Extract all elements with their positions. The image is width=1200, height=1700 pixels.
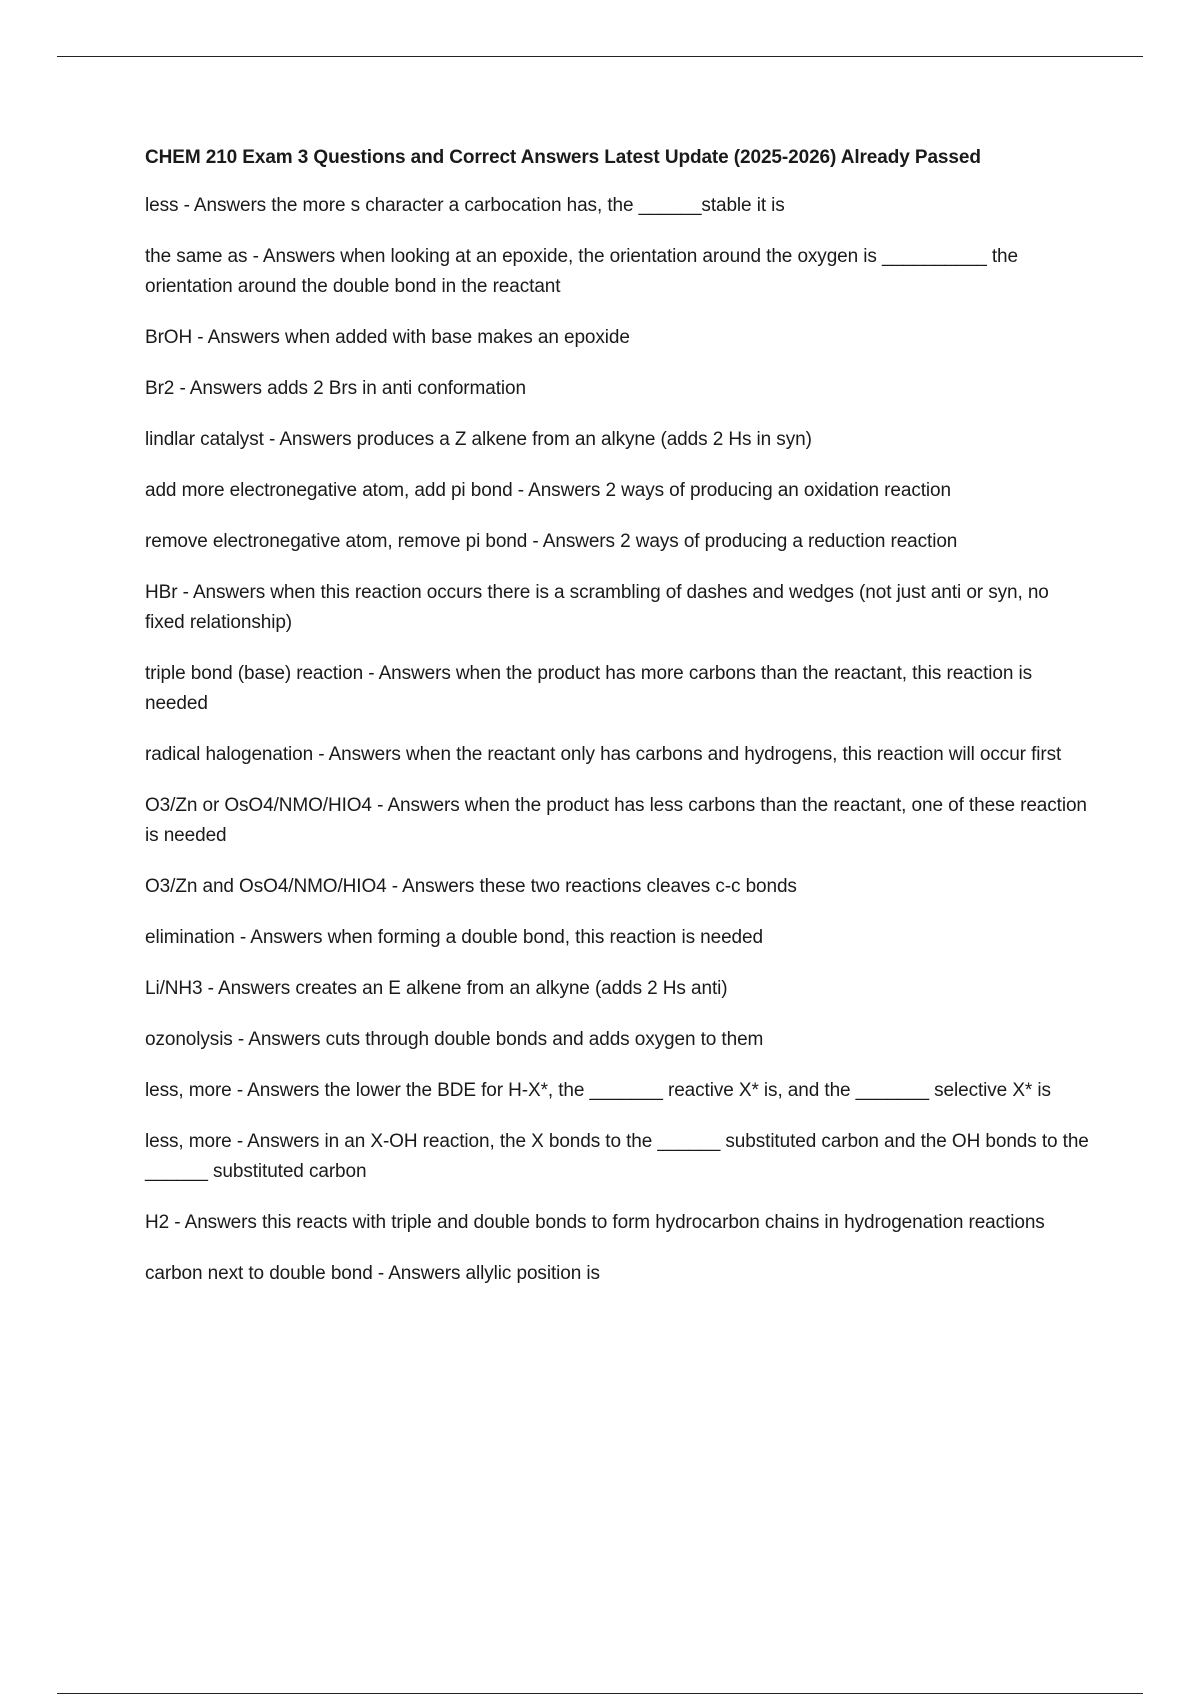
qa-item: BrOH - Answers when added with base makes an epoxide (145, 327, 630, 348)
qa-item: radical halogenation - Answers when the reactant only has carbons and hydrogens, this reaction will occur first (145, 744, 1062, 765)
qa-item: O3/Zn and OsO4/NMO/HIO4 - Answers these two reactions cleaves c-c bonds (145, 876, 797, 897)
qa-item: the same as - Answers when looking at an epoxide, the orientation around the oxygen is __________ the orientation around the double bond in the reactant (145, 246, 1018, 297)
bottom-rule (57, 1693, 1143, 1694)
qa-item: remove electronegative atom, remove pi bond - Answers 2 ways of producing a reduction reaction (145, 531, 958, 552)
qa-item: less - Answers the more s character a carbocation has, the ______stable it is (145, 195, 785, 216)
document-body (145, 143, 1090, 1310)
qa-item: Br2 - Answers adds 2 Brs in anti conformation (145, 378, 526, 399)
qa-item: lindlar catalyst - Answers produces a Z alkene from an alkyne (adds 2 Hs in syn) (145, 429, 812, 450)
qa-item: O3/Zn or OsO4/NMO/HIO4 - Answers when the product has less carbons than the reactant, one of these reaction is needed (145, 795, 1087, 846)
qa-item: HBr - Answers when this reaction occurs there is a scrambling of dashes and wedges (not just anti or syn, no fixed relationship) (145, 582, 1049, 633)
qa-item: Li/NH3 - Answers creates an E alkene from an alkyne (adds 2 Hs anti) (145, 978, 728, 999)
qa-item: triple bond (base) reaction - Answers when the product has more carbons than the reactant, this reaction is needed (145, 663, 1033, 714)
qa-item: H2 - Answers this reacts with triple and double bonds to form hydrocarbon chains in hydrogenation reactions (145, 1212, 1045, 1233)
qa-item: less, more - Answers in an X-OH reaction, the X bonds to the ______ substituted carbon and the OH bonds to the ______ substituted carbon (145, 1131, 1089, 1182)
qa-item: less, more - Answers the lower the BDE for H-X*, the _______ reactive X* is, and the _______ selective X* is (145, 1080, 1051, 1101)
qa-item: carbon next to double bond - Answers allylic position is (145, 1263, 600, 1284)
qa-item: ozonolysis - Answers cuts through double bonds and adds oxygen to them (145, 1029, 764, 1050)
qa-item: elimination - Answers when forming a double bond, this reaction is needed (145, 927, 763, 948)
document-title: CHEM 210 Exam 3 Questions and Correct Answers Latest Update (2025-2026) Already Passed (145, 147, 981, 168)
qa-item: add more electronegative atom, add pi bond - Answers 2 ways of producing an oxidation reaction (145, 480, 951, 501)
top-rule (57, 56, 1143, 57)
qa-list (145, 191, 1090, 1289)
